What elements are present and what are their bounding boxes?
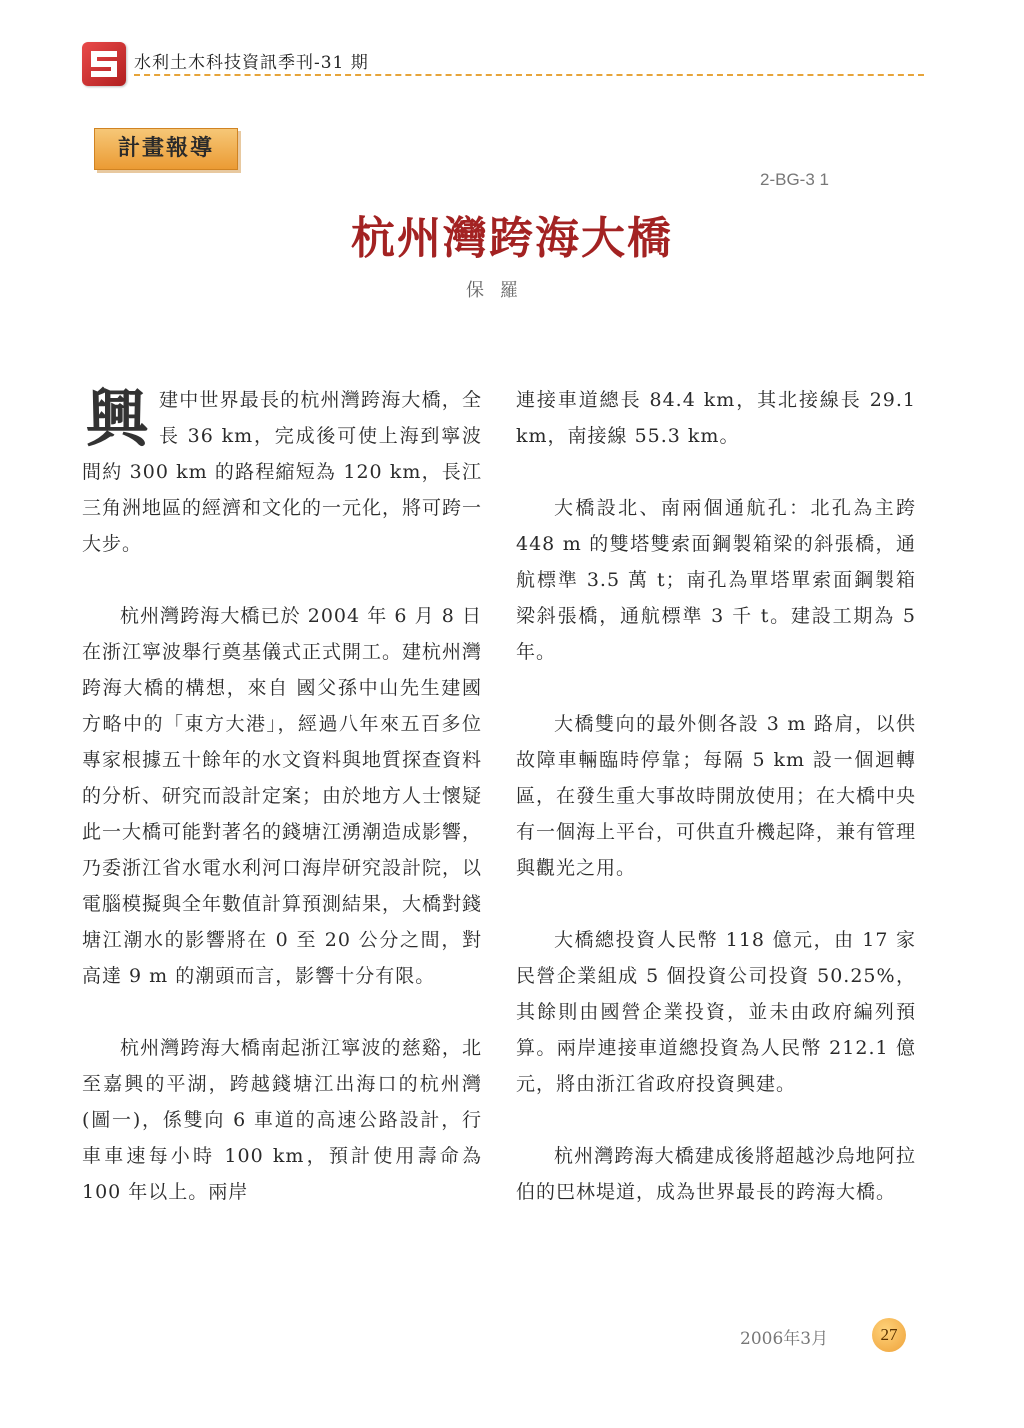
paragraph-6: 大橋雙向的最外側各設 3 m 路肩，以供故障車輛臨時停靠；每隔 5 km 設一個迴轉區，在發生重大事故時開放使用；在大橋中央有一個海上平台，可供直升機起降，兼有管理與觀光之用。: [516, 713, 917, 879]
paragraph-4: 連接車道總長 84.4 km，其北接線長 29.1 km，南接線 55.3 km。: [516, 389, 916, 447]
article-author: 保羅: [466, 280, 534, 301]
section-tag: [94, 128, 238, 170]
header-divider: [134, 74, 924, 76]
paragraph-7: 大橋總投資人民幣 118 億元，由 17 家民營企業組成 5 個投資公司投資 50.25%，其餘則由國營企業投資，並未由政府編列預算。兩岸連接車道總投資為人民幣 212.1 億元，將由浙江省政府投資興建。: [516, 929, 916, 1095]
section-tag-label: 計畫報導: [117, 136, 214, 161]
issue-date: 2006年3月: [740, 1329, 829, 1349]
article-title: 杭州灣跨海大橋: [351, 213, 673, 264]
page-number: 27: [872, 1318, 906, 1352]
left-column: [82, 382, 482, 1246]
journal-logo-icon: [82, 42, 126, 86]
right-column: [516, 382, 916, 1246]
document-code: 2-BG-3 1: [760, 170, 829, 189]
paragraph-2: 杭州灣跨海大橋已於 2004 年 6 月 8 日在浙江寧波舉行奠基儀式正式開工。建杭州灣跨海大橋的構想，來自 國父孫中山先生建國方略中的「東方大港」，經過八年來五百多位專家根據五十餘年的水文資料與地質探查資料的分析、研究而設計定案；由於地方人士懷疑此一大橋可能對著名的錢塘江湧潮造成影響，乃委浙江省水電水利河口海岸研究設計院，以電腦模擬與全年數值計算預測結果，大橋對錢塘江潮水的影響將在 0 至 20 公分之間，對高達 9 m 的潮頭而言，影響十分有限。: [82, 605, 483, 987]
journal-title: 水利土木科技資訊季刊-31 期: [134, 53, 369, 73]
paragraph-5: 大橋設北、南兩個通航孔：北孔為主跨 448 m 的雙塔雙索面鋼製箱梁的斜張橋，通航標準 3.5 萬 t；南孔為單塔單索面鋼製箱梁斜張橋，通航標準 3 千 t。建設工期為 5 年。: [516, 497, 916, 663]
paragraph-8: 杭州灣跨海大橋建成後將超越沙烏地阿拉伯的巴林堤道，成為世界最長的跨海大橋。: [516, 1145, 916, 1203]
paragraph-1: [82, 382, 482, 562]
drop-cap: 興: [86, 382, 150, 455]
paragraph-1-text: 建中世界最長的杭州灣跨海大橋，全長 36 km，完成後可使上海到寧波間約 300 km 的路程縮短為 120 km，長江三角洲地區的經濟和文化的一元化，將可跨一大步。: [82, 389, 483, 555]
paragraph-3: 杭州灣跨海大橋南起浙江寧波的慈谿，北至嘉興的平湖，跨越錢塘江出海口的杭州灣(圖一)，係雙向 6 車道的高速公路設計，行車車速每小時 100 km，預計使用壽命為 100 年以上。兩岸: [82, 1037, 482, 1203]
